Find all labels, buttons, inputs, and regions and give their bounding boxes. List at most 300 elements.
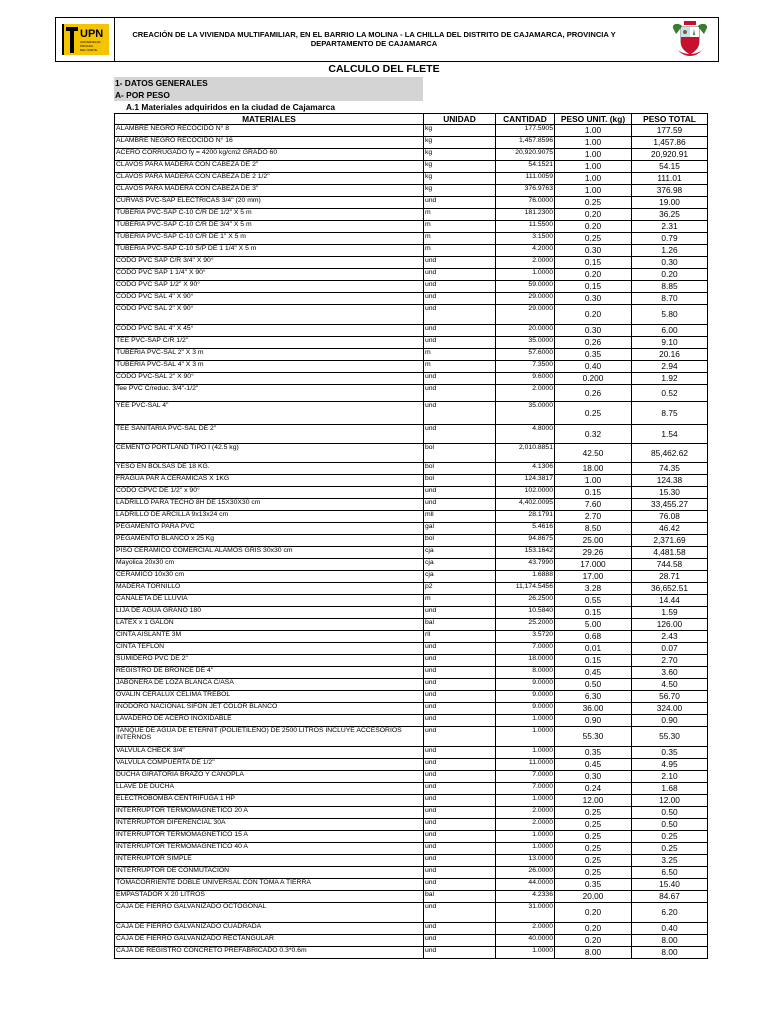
unit-cell: und — [424, 783, 496, 795]
unit-weight-cell: 36.00 — [555, 703, 632, 715]
quantity-cell: 28.1791 — [496, 511, 555, 523]
unit-cell: p2 — [424, 583, 496, 595]
table-row — [115, 499, 708, 511]
quantity-cell: 29.0000 — [496, 293, 555, 305]
total-weight-cell: 0.20 — [632, 269, 708, 281]
total-weight-cell: 4.95 — [632, 759, 708, 771]
table-row — [115, 209, 708, 221]
page-title: CALCULO DEL FLETE — [328, 63, 440, 75]
total-weight-cell: 55.30 — [632, 727, 708, 747]
total-weight-cell: 8.85 — [632, 281, 708, 293]
material-cell: LADRILLO PARA TECHO 8H DE 15X30X30 cm — [115, 499, 424, 511]
quantity-cell: 5.4616 — [496, 523, 555, 535]
table-row — [115, 281, 708, 293]
unit-cell: cja — [424, 547, 496, 559]
unit-weight-cell: 1.00 — [555, 137, 632, 149]
unit-cell: und — [424, 402, 496, 425]
unit-cell: rll — [424, 631, 496, 643]
unit-cell: cja — [424, 571, 496, 583]
table-header-row — [115, 114, 708, 125]
unit-cell: und — [424, 903, 496, 923]
material-cell: CEMENTO PORTLAND TIPO I (42.5 kg) — [115, 444, 424, 463]
material-cell: TUBERIA PVC-SAL 4" X 3 m — [115, 361, 424, 373]
quantity-cell: 7.0000 — [496, 783, 555, 795]
total-weight-cell: 84.67 — [632, 891, 708, 903]
table-row — [115, 747, 708, 759]
quantity-cell: 3.1500 — [496, 233, 555, 245]
material-cell: CAJA DE REGISTRO CONCRETO PREFABRICADO 0.3*0.6m — [115, 947, 424, 959]
quantity-cell: 4.8000 — [496, 425, 555, 444]
unit-cell: und — [424, 643, 496, 655]
table-row — [115, 831, 708, 843]
unit-weight-cell: 0.20 — [555, 269, 632, 281]
unit-cell: bal — [424, 891, 496, 903]
material-cell: CERAMICO 10x30 cm — [115, 571, 424, 583]
unit-weight-cell: 0.50 — [555, 679, 632, 691]
quantity-cell: 4.1306 — [496, 463, 555, 475]
table-row — [115, 947, 708, 959]
total-weight-cell: 36.25 — [632, 209, 708, 221]
unit-cell: m — [424, 245, 496, 257]
unit-cell: und — [424, 727, 496, 747]
col-header-materiales: MATERIALES — [115, 114, 424, 125]
svg-text:UNIVERSIDAD: UNIVERSIDAD — [80, 40, 101, 44]
total-weight-cell: 2.43 — [632, 631, 708, 643]
material-cell: EMPASTADOR X 20 LITROS — [115, 891, 424, 903]
unit-weight-cell: 3.28 — [555, 583, 632, 595]
total-weight-cell: 1.92 — [632, 373, 708, 385]
unit-cell: und — [424, 923, 496, 935]
table-row — [115, 337, 708, 349]
quantity-cell: 4,402.0095 — [496, 499, 555, 511]
unit-weight-cell: 0.90 — [555, 715, 632, 727]
unit-weight-cell: 0.20 — [555, 305, 632, 325]
material-cell: JABONERA DE LOZA BLANCA C/ASA — [115, 679, 424, 691]
material-cell: LADRILLO DE ARCILLA 9x13x24 cm — [115, 511, 424, 523]
quantity-cell: 44.0000 — [496, 879, 555, 891]
quantity-cell: 25.2000 — [496, 619, 555, 631]
material-cell: INTERRUPTOR DE CONMUTACION — [115, 867, 424, 879]
table-row — [115, 444, 708, 463]
material-cell: INTERRUPTOR TERMOMAGNETICO 20 A — [115, 807, 424, 819]
table-row — [115, 475, 708, 487]
total-weight-cell: 1.59 — [632, 607, 708, 619]
unit-weight-cell: 6.30 — [555, 691, 632, 703]
unit-cell: kg — [424, 149, 496, 161]
total-weight-cell: 15.40 — [632, 879, 708, 891]
table-row — [115, 197, 708, 209]
quantity-cell: 9.0000 — [496, 703, 555, 715]
quantity-cell: 7.0000 — [496, 643, 555, 655]
table-row — [115, 679, 708, 691]
unit-weight-cell: 42.50 — [555, 444, 632, 463]
table-row — [115, 293, 708, 305]
unit-cell: m — [424, 595, 496, 607]
quantity-cell: 1.6888 — [496, 571, 555, 583]
unit-weight-cell: 0.30 — [555, 325, 632, 337]
quantity-cell: 40.0000 — [496, 935, 555, 947]
total-weight-cell: 20.16 — [632, 349, 708, 361]
material-cell: TOMACORRIENTE DOBLE UNIVERSAL CON TOMA A TIERRA — [115, 879, 424, 891]
unit-weight-cell: 1.00 — [555, 185, 632, 197]
quantity-cell: 59.0000 — [496, 281, 555, 293]
unit-cell: und — [424, 667, 496, 679]
unit-weight-cell: 0.35 — [555, 747, 632, 759]
material-cell: TUBERIA PVC-SAP C-10 C/R DE 1" X 5 m — [115, 233, 424, 245]
unit-cell: und — [424, 947, 496, 959]
table-row — [115, 631, 708, 643]
unit-weight-cell: 55.30 — [555, 727, 632, 747]
unit-cell: m — [424, 221, 496, 233]
quantity-cell: 10.5840 — [496, 607, 555, 619]
unit-weight-cell: 25.00 — [555, 535, 632, 547]
unit-weight-cell: 1.00 — [555, 475, 632, 487]
unit-weight-cell: 0.25 — [555, 867, 632, 879]
table-row — [115, 257, 708, 269]
table-row — [115, 221, 708, 233]
unit-weight-cell: 0.25 — [555, 807, 632, 819]
table-row — [115, 245, 708, 257]
material-cell: LATEX x 1 GALON — [115, 619, 424, 631]
material-cell: ALAMBRE NEGRO RECOCIDO N° 16 — [115, 137, 424, 149]
material-cell: CODO PVC SAL 4" X 45° — [115, 325, 424, 337]
unit-weight-cell: 1.00 — [555, 173, 632, 185]
unit-weight-cell: 0.25 — [555, 402, 632, 425]
quantity-cell: 1,457.8596 — [496, 137, 555, 149]
quantity-cell: 9.0000 — [496, 691, 555, 703]
unit-weight-cell: 0.15 — [555, 281, 632, 293]
unit-cell: und — [424, 269, 496, 281]
unit-cell: kg — [424, 173, 496, 185]
table-row — [115, 643, 708, 655]
table-row — [115, 727, 708, 747]
unit-cell: und — [424, 487, 496, 499]
unit-weight-cell: 0.25 — [555, 831, 632, 843]
subsection-title: A.1 Materiales adquiridos en la ciudad de Cajamarca — [126, 102, 335, 112]
material-cell: OVALIN CERALUX CELIMA TREBOL — [115, 691, 424, 703]
total-weight-cell: 19.00 — [632, 197, 708, 209]
quantity-cell: 102.0000 — [496, 487, 555, 499]
unit-weight-cell: 0.26 — [555, 385, 632, 402]
unit-weight-cell: 0.32 — [555, 425, 632, 444]
material-cell: CODO PVC SAL 2" X 90° — [115, 305, 424, 325]
material-cell: INTERRUPTOR DIFERENCIAL 30A — [115, 819, 424, 831]
unit-weight-cell: 0.25 — [555, 855, 632, 867]
unit-cell: und — [424, 305, 496, 325]
table-row — [115, 161, 708, 173]
unit-cell: und — [424, 679, 496, 691]
unit-weight-cell: 0.15 — [555, 257, 632, 269]
table-row — [115, 667, 708, 679]
quantity-cell: 54.1521 — [496, 161, 555, 173]
material-cell: CODO CPVC DE 1/2" x 90° — [115, 487, 424, 499]
material-cell: FRAGUA PAR A CERAMICAS X 1KG — [115, 475, 424, 487]
unit-cell: und — [424, 499, 496, 511]
svg-text:DEL NORTE: DEL NORTE — [80, 48, 98, 52]
unit-weight-cell: 0.45 — [555, 667, 632, 679]
unit-cell: cja — [424, 559, 496, 571]
table-row — [115, 305, 708, 325]
material-cell: ACERO CORRUGADO fy = 4200 kg/cm2 GRADO 60 — [115, 149, 424, 161]
total-weight-cell: 324.00 — [632, 703, 708, 715]
unit-weight-cell: 0.20 — [555, 209, 632, 221]
unit-cell: und — [424, 747, 496, 759]
table-row — [115, 807, 708, 819]
quantity-cell: 20.0000 — [496, 325, 555, 337]
unit-weight-cell: 0.20 — [555, 903, 632, 923]
material-cell: VALVULA CHECK 3/4" — [115, 747, 424, 759]
unit-cell: und — [424, 607, 496, 619]
total-weight-cell: 2.31 — [632, 221, 708, 233]
unit-cell: und — [424, 293, 496, 305]
upn-logo — [62, 24, 109, 55]
table-row — [115, 923, 708, 935]
unit-weight-cell: 17.000 — [555, 559, 632, 571]
unit-cell: und — [424, 879, 496, 891]
unit-weight-cell: 0.55 — [555, 595, 632, 607]
unit-cell: und — [424, 385, 496, 402]
material-cell: YEE PVC-SAL 4" — [115, 402, 424, 425]
unit-cell: bol — [424, 444, 496, 463]
total-weight-cell: 111.01 — [632, 173, 708, 185]
table-row — [115, 487, 708, 499]
quantity-cell: 35.0000 — [496, 337, 555, 349]
upn-logo-box — [56, 18, 115, 61]
total-weight-cell: 15.30 — [632, 487, 708, 499]
unit-weight-cell: 7.60 — [555, 499, 632, 511]
unit-weight-cell: 0.25 — [555, 819, 632, 831]
unit-cell: und — [424, 691, 496, 703]
quantity-cell: 4.2336 — [496, 891, 555, 903]
total-weight-cell: 8.70 — [632, 293, 708, 305]
total-weight-cell: 0.25 — [632, 843, 708, 855]
material-cell: CODO PVC SAP 1 1/4" X 90° — [115, 269, 424, 281]
col-header-peso-total: PESO TOTAL — [632, 114, 708, 125]
unit-weight-cell: 0.30 — [555, 771, 632, 783]
material-cell: CODO PVC SAL 4" X 90° — [115, 293, 424, 305]
material-cell: INTERRUPTOR SIMPLE — [115, 855, 424, 867]
total-weight-cell: 6.50 — [632, 867, 708, 879]
total-weight-cell: 4.50 — [632, 679, 708, 691]
table-row — [115, 619, 708, 631]
total-weight-cell: 1.54 — [632, 425, 708, 444]
unit-weight-cell: 0.25 — [555, 233, 632, 245]
quantity-cell: 11.0000 — [496, 759, 555, 771]
total-weight-cell: 0.79 — [632, 233, 708, 245]
quantity-cell: 11,174.5456 — [496, 583, 555, 595]
total-weight-cell: 46.42 — [632, 523, 708, 535]
unit-cell: bal — [424, 619, 496, 631]
quantity-cell: 26.0000 — [496, 867, 555, 879]
quantity-cell: 35.0000 — [496, 402, 555, 425]
quantity-cell: 2.0000 — [496, 923, 555, 935]
unit-cell: und — [424, 771, 496, 783]
material-cell: CODO PVC SAP C/R 3/4" X 90° — [115, 257, 424, 269]
quantity-cell: 1.0000 — [496, 747, 555, 759]
total-weight-cell: 76.08 — [632, 511, 708, 523]
material-cell: TANQUE DE AGUA DE ETERNIT (POLIETILENO) DE 2500 LITROS INCLUYE ACCESORIOS INTERNOS — [115, 727, 424, 747]
unit-cell: m — [424, 209, 496, 221]
total-weight-cell: 4,481.58 — [632, 547, 708, 559]
total-weight-cell: 28.71 — [632, 571, 708, 583]
material-cell: CINTA AISLANTE 3M — [115, 631, 424, 643]
unit-weight-cell: 0.200 — [555, 373, 632, 385]
unit-cell: und — [424, 935, 496, 947]
material-cell: TUBERIA PVC-SAL 2" X 3 m — [115, 349, 424, 361]
unit-cell: und — [424, 843, 496, 855]
total-weight-cell: 0.50 — [632, 807, 708, 819]
unit-weight-cell: 12.00 — [555, 795, 632, 807]
total-weight-cell: 6.00 — [632, 325, 708, 337]
unit-cell: und — [424, 337, 496, 349]
quantity-cell: 3.5720 — [496, 631, 555, 643]
unit-cell: und — [424, 373, 496, 385]
col-header-unidad: UNIDAD — [424, 114, 496, 125]
unit-cell: m — [424, 361, 496, 373]
material-cell: PEGAMENTO PARA PVC — [115, 523, 424, 535]
total-weight-cell: 8.75 — [632, 402, 708, 425]
table-row — [115, 715, 708, 727]
table-row — [115, 269, 708, 281]
unit-cell: und — [424, 703, 496, 715]
table-row — [115, 595, 708, 607]
total-weight-cell: 0.07 — [632, 643, 708, 655]
material-cell: PISO CERAMICO COMERCIAL ALAMOS GRIS 30x30 cm — [115, 547, 424, 559]
table-row — [115, 137, 708, 149]
total-weight-cell: 8.00 — [632, 935, 708, 947]
quantity-cell: 153.1642 — [496, 547, 555, 559]
unit-cell: und — [424, 197, 496, 209]
material-cell: CANALETA DE LLUVIA — [115, 595, 424, 607]
material-cell: TEE SANITARIA PVC-SAL DE 2" — [115, 425, 424, 444]
quantity-cell: 177.5905 — [496, 125, 555, 137]
material-cell: Tee PVC C/reduc. 3/4"-1/2" — [115, 385, 424, 402]
unit-weight-cell: 1.00 — [555, 125, 632, 137]
quantity-cell: 18.0000 — [496, 655, 555, 667]
material-cell: SUMIDERO PVC DE 2" — [115, 655, 424, 667]
unit-weight-cell: 2.70 — [555, 511, 632, 523]
material-cell: CAJA DE FIERRO GALVANIZADO RECTANGULAR — [115, 935, 424, 947]
table-row — [115, 535, 708, 547]
unit-weight-cell: 0.24 — [555, 783, 632, 795]
material-cell: MADERA TORNILLO — [115, 583, 424, 595]
unit-weight-cell: 0.68 — [555, 631, 632, 643]
unit-weight-cell: 29.26 — [555, 547, 632, 559]
total-weight-cell: 54.15 — [632, 161, 708, 173]
unit-weight-cell: 8.00 — [555, 947, 632, 959]
material-cell: CLAVOS PARA MADERA CON CABEZA DE 2 1/2" — [115, 173, 424, 185]
col-header-peso-unit: PESO UNIT. (kg) — [555, 114, 632, 125]
quantity-cell: 1.0000 — [496, 843, 555, 855]
unit-cell: bol — [424, 463, 496, 475]
quantity-cell: 2.0000 — [496, 385, 555, 402]
material-cell: ELECTROBOMBA CENTRIFUGA 1 HP — [115, 795, 424, 807]
material-cell: INTERRUPTOR TERMOMAGNETICO 15 A — [115, 831, 424, 843]
quantity-cell: 57.6000 — [496, 349, 555, 361]
table-row — [115, 867, 708, 879]
material-cell: INTERRUPTOR TERMOMAGNETICO 40 A — [115, 843, 424, 855]
quantity-cell: 7.3500 — [496, 361, 555, 373]
unit-cell: kg — [424, 137, 496, 149]
total-weight-cell: 3.60 — [632, 667, 708, 679]
table-row — [115, 891, 708, 903]
unit-cell: m — [424, 233, 496, 245]
quantity-cell: 376.9763 — [496, 185, 555, 197]
quantity-cell: 7.0000 — [496, 771, 555, 783]
material-cell: Mayolica 20x30 cm — [115, 559, 424, 571]
total-weight-cell: 12.00 — [632, 795, 708, 807]
unit-weight-cell: 5.00 — [555, 619, 632, 631]
material-cell: REGISTRO DE BRONCE DE 4" — [115, 667, 424, 679]
unit-cell: und — [424, 425, 496, 444]
table-row — [115, 879, 708, 891]
unit-cell: und — [424, 759, 496, 771]
quantity-cell: 29.0000 — [496, 305, 555, 325]
unit-weight-cell: 0.40 — [555, 361, 632, 373]
unit-weight-cell: 20.00 — [555, 891, 632, 903]
material-cell: CODO PVC SAP 1/2" X 90° — [115, 281, 424, 293]
total-weight-cell: 1.68 — [632, 783, 708, 795]
total-weight-cell: 126.00 — [632, 619, 708, 631]
table-row — [115, 819, 708, 831]
quantity-cell: 4.2000 — [496, 245, 555, 257]
material-cell: TEE PVC-SAP C/R 1/2" — [115, 337, 424, 349]
table-row — [115, 795, 708, 807]
col-header-cantidad: CANTIDAD — [496, 114, 555, 125]
material-cell: CLAVOS PARA MADERA CON CABEZA DE 3" — [115, 185, 424, 197]
unit-cell: und — [424, 715, 496, 727]
quantity-cell: 181.2300 — [496, 209, 555, 221]
total-weight-cell: 36,652.51 — [632, 583, 708, 595]
table-row — [115, 373, 708, 385]
unit-weight-cell: 0.20 — [555, 923, 632, 935]
total-weight-cell: 14.44 — [632, 595, 708, 607]
table-row — [115, 402, 708, 425]
table-row — [115, 523, 708, 535]
unit-cell: kg — [424, 125, 496, 137]
material-cell: CAJA DE FIERRO GALVANIZADO CUADRADA — [115, 923, 424, 935]
total-weight-cell: 74.35 — [632, 463, 708, 475]
document-header — [55, 17, 719, 62]
unit-weight-cell: 0.25 — [555, 843, 632, 855]
unit-weight-cell: 0.20 — [555, 935, 632, 947]
unit-weight-cell: 0.15 — [555, 607, 632, 619]
unit-cell: kg — [424, 185, 496, 197]
total-weight-cell: 376.98 — [632, 185, 708, 197]
table-row — [115, 185, 708, 197]
table-row — [115, 571, 708, 583]
table-row — [115, 935, 708, 947]
total-weight-cell: 3.25 — [632, 855, 708, 867]
material-cell: ALAMBRE NEGRO RECOCIDO N° 8 — [115, 125, 424, 137]
quantity-cell: 43.7990 — [496, 559, 555, 571]
material-cell: CAJA DE FIERRO GALVANIZADO OCTOGONAL — [115, 903, 424, 923]
unit-weight-cell: 0.15 — [555, 487, 632, 499]
quantity-cell: 1.0000 — [496, 795, 555, 807]
quantity-cell: 31.0000 — [496, 903, 555, 923]
total-weight-cell: 2,371.69 — [632, 535, 708, 547]
quantity-cell: 1.0000 — [496, 715, 555, 727]
quantity-cell: 94.8675 — [496, 535, 555, 547]
unit-cell: mll — [424, 511, 496, 523]
material-cell: TUBERIA PVC-SAP C-10 C/R DE 3/4" X 5 m — [115, 221, 424, 233]
total-weight-cell: 56.70 — [632, 691, 708, 703]
quantity-cell: 2.0000 — [496, 819, 555, 831]
table-row — [115, 607, 708, 619]
svg-text:PRIVADA: PRIVADA — [80, 44, 93, 48]
table-row — [115, 691, 708, 703]
material-cell: CLAVOS PARA MADERA CON CABEZA DE 2" — [115, 161, 424, 173]
